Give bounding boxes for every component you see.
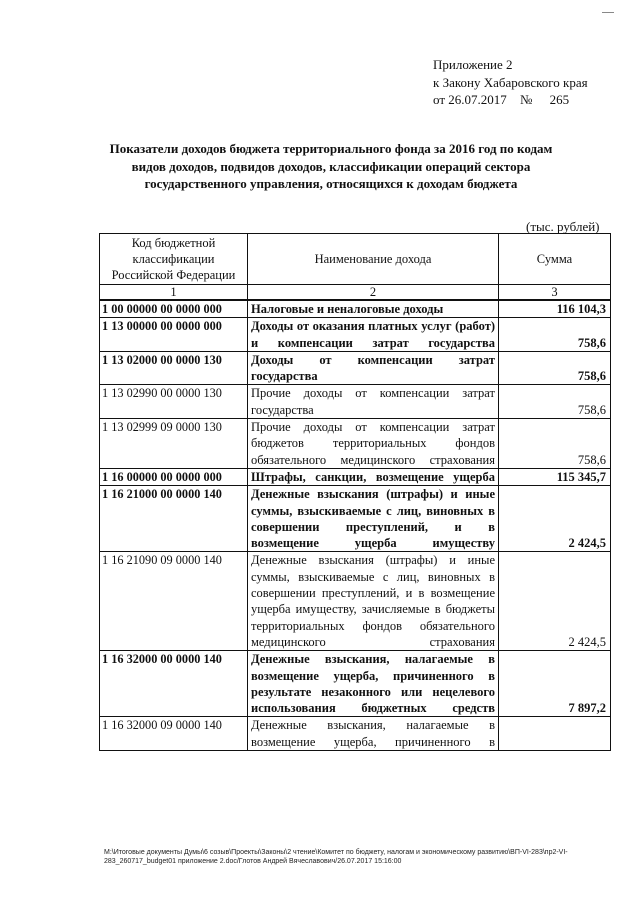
appendix-block <box>433 56 588 109</box>
row-amount: 116 104,3 <box>499 300 611 318</box>
row-name: Налоговые и неналоговые доходы <box>248 300 499 318</box>
appendix-num-sign: № <box>520 92 533 107</box>
row-code: 1 13 02000 00 0000 130 <box>100 351 248 385</box>
row-amount: 758,6 <box>499 419 611 469</box>
appendix-line2: к Закону Хабаровского края <box>433 74 588 90</box>
row-name: Денежные взыскания (штрафы) и иные суммы, взыскиваемые с лиц, виновных в совершении преступлений, и в возмещение ущерба имуществу <box>248 486 499 552</box>
row-code: 1 16 32000 00 0000 140 <box>100 651 248 717</box>
row-code: 1 13 02990 00 0000 130 <box>100 385 248 419</box>
row-code: 1 13 02999 09 0000 130 <box>100 419 248 469</box>
row-name: Доходы от оказания платных услуг (работ) и компенсации затрат государства <box>248 318 499 352</box>
column-number: 1 <box>100 285 248 301</box>
row-amount <box>499 717 611 751</box>
row-code: 1 16 00000 00 0000 000 <box>100 468 248 485</box>
document-title: Показатели доходов бюджета территориального фонда за 2016 год по кодам видов доходов, подвидов доходов, классификации операций сектора государственного управления, относящихся к доходам бюджета <box>109 141 553 191</box>
table-row <box>100 486 611 552</box>
table-row <box>100 318 611 352</box>
table-row <box>100 419 611 469</box>
row-amount: 115 345,7 <box>499 468 611 485</box>
appendix-date: от 26.07.2017 <box>433 92 507 107</box>
row-code: 1 16 21000 00 0000 140 <box>100 486 248 552</box>
row-name: Доходы от компенсации затрат государства <box>248 351 499 385</box>
appendix-number: 265 <box>549 92 570 107</box>
row-code: 1 16 21090 09 0000 140 <box>100 552 248 651</box>
table-row <box>100 385 611 419</box>
appendix-date-line <box>433 91 588 109</box>
table-row <box>100 351 611 385</box>
column-numbers-row <box>100 285 611 301</box>
table-row <box>100 717 611 751</box>
row-amount: 7 897,2 <box>499 651 611 717</box>
column-number: 3 <box>499 285 611 301</box>
revenue-table <box>99 233 611 751</box>
column-number: 2 <box>248 285 499 301</box>
header-amount: Сумма <box>499 234 611 285</box>
row-amount: 2 424,5 <box>499 486 611 552</box>
scan-mark <box>602 12 614 13</box>
row-code: 1 13 00000 00 0000 000 <box>100 318 248 352</box>
file-path-footer: M:\Итоговые документы Думы\6 созыв\Проекты\Законы\2 чтение\Комитет по бюджету, налогам и экономическому развитию\ВП-VI-283\пр2-VI-283_260717_budget01 приложение 2.doc/Глотов Андрей Вячеславович/26.07.2017 15:16:00 <box>104 849 568 865</box>
appendix-line1: Приложение 2 <box>433 57 513 72</box>
table-row <box>100 300 611 318</box>
table-header-row <box>100 234 611 285</box>
row-code: 1 16 32000 09 0000 140 <box>100 717 248 751</box>
row-name: Денежные взыскания, налагаемые в возмещение ущерба, причиненного в результате незаконного или нецелевого использования бюджетных средств <box>248 651 499 717</box>
row-amount: 758,6 <box>499 318 611 352</box>
table-row <box>100 552 611 651</box>
row-amount: 758,6 <box>499 385 611 419</box>
units-label: (тыс. рублей) <box>526 219 600 234</box>
row-name: Прочие доходы от компенсации затрат государства <box>248 385 499 419</box>
table-row <box>100 468 611 485</box>
row-amount: 2 424,5 <box>499 552 611 651</box>
row-name: Денежные взыскания (штрафы) и иные суммы, взыскиваемые с лиц, виновных в совершении преступлений, и в возмещение ущерба имуществу, зачисляемые в бюджеты территориальных фондов обязательного медицинского страхования <box>248 552 499 651</box>
row-name: Прочие доходы от компенсации затрат бюджетов территориальных фондов обязательного медицинского страхования <box>248 419 499 469</box>
table-row <box>100 651 611 717</box>
row-amount: 758,6 <box>499 351 611 385</box>
header-name: Наименование дохода <box>248 234 499 285</box>
row-code: 1 00 00000 00 0000 000 <box>100 300 248 318</box>
row-name: Денежные взыскания, налагаемые в возмещение ущерба, причиненного в <box>248 717 499 751</box>
row-name: Штрафы, санкции, возмещение ущерба <box>248 468 499 485</box>
header-code: Код бюджетной классификации Российской Федерации <box>100 234 248 285</box>
